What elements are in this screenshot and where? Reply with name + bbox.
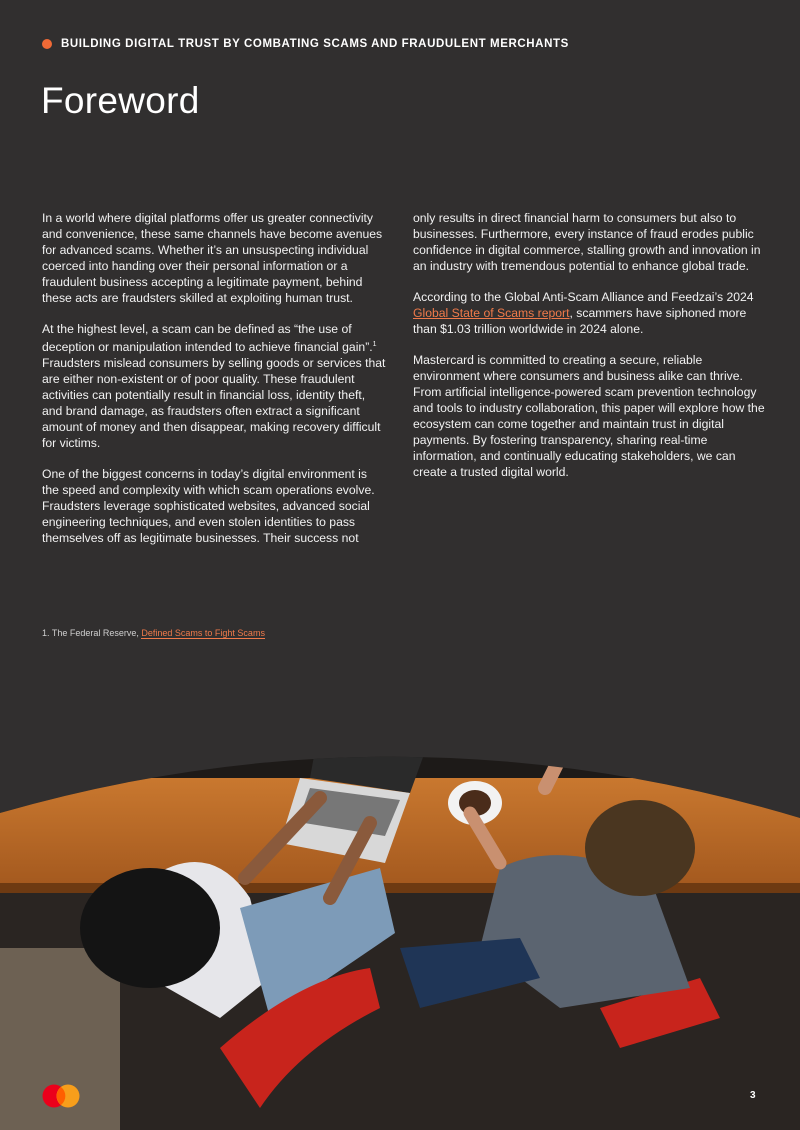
photo-illustration: [0, 718, 800, 1130]
paragraph: [413, 289, 768, 337]
paragraph: One of the biggest concerns in today’s digital environment is the speed and complexity with which scam operations evolve. Fraudsters leverage sophisticated websites, advanced social engineering techniques, and even stolen identities to pass themselves off as legitimate businesses. Their success not: [42, 467, 375, 546]
paragraph: only results in direct financial harm to consumers but also to businesses. Furthermore, every instance of fraud erodes public confidence in digital commerce, stalling growth and innovation in an industry with tremendous potential to enhance global trade.: [413, 211, 761, 273]
page-title: Foreword: [41, 80, 200, 121]
scam-definition: At the highest level, a scam can be defined as “the use of deception or manipulation intended to achieve financial gain”.: [42, 322, 373, 355]
paragraph-text: , scammers have siphoned more than $1.03 trillion worldwide in 2024 alone.: [413, 306, 747, 336]
footnote-link[interactable]: Defined Scams to Fight Scams: [141, 628, 265, 638]
paragraph: In a world where digital platforms offer us greater connectivity and convenience, these same channels have become avenues for advanced scams. Whether it’s an unsuspecting individual coerced into handing over their personal information or a fraudulent business accepting a legitimate payment, behind these acts are fraudsters skilled at exploiting human trust.: [42, 211, 383, 305]
paragraph-text: According to the Global Anti-Scam Alliance and Feedzai’s 2024: [413, 290, 754, 304]
header-label: BUILDING DIGITAL TRUST BY COMBATING SCAMS AND FRAUDULENT MERCHANTS: [61, 38, 569, 50]
footnote: [42, 628, 265, 638]
page-number: 3: [750, 1090, 756, 1101]
paragraph: Mastercard is committed to creating a secure, reliable environment where consumers and business alike can thrive. From artificial intelligence-powered scam prevention technology and tools to industry collaboration, this paper will explore how the ecosystem can come together and maintain trust in digital payments. By fostering transparency, sharing real-time information, and continually educating stakeholders, we can create a trusted digital world.: [413, 353, 765, 479]
mastercard-logo-icon: [42, 1084, 80, 1108]
left-column: [42, 210, 387, 561]
header-bullet: [42, 39, 52, 49]
paragraph-continued: Fraudsters mislead consumers by selling goods or services that are either non-existent or of poor quality. These fraudulent activities can potentially result in financial loss, identity theft, and brand damage, as fraudsters often extract a significant amount of money and then disappear, making recovery difficult for victims.: [42, 356, 386, 451]
hero-photo: [0, 718, 800, 1130]
report-link[interactable]: Global State of Scams report: [413, 306, 570, 320]
right-column: [413, 210, 768, 495]
footnote-ref[interactable]: 1: [372, 341, 377, 348]
footnote-prefix: 1. The Federal Reserve,: [42, 628, 142, 638]
document-header: [42, 38, 569, 50]
paragraph: [42, 321, 387, 451]
